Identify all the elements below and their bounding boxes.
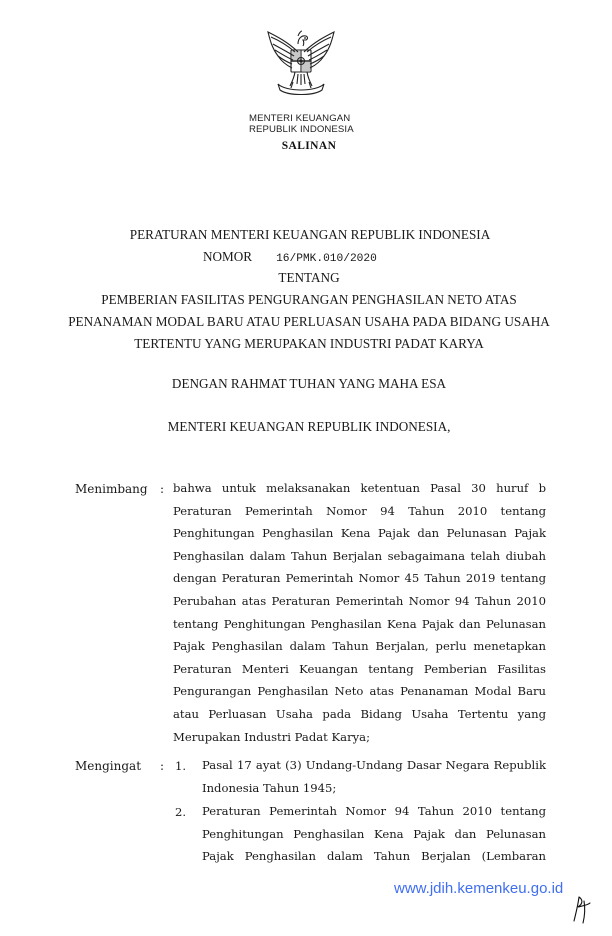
- subject-line-3: TERTENTU YANG MERUPAKAN INDUSTRI PADAT KARYA: [134, 336, 484, 351]
- menimbang-line: dengan Peraturan Pemerintah Nomor 45 Tahun 2019 tentang: [173, 571, 546, 586]
- menimbang-line: Pengurangan Penghasilan Neto atas Penanaman Modal Baru: [173, 684, 546, 699]
- menimbang-line: Penghitungan Penghasilan Kena Pajak dan Pelunasan Pajak: [173, 526, 546, 541]
- menimbang-line: Merupakan Industri Padat Karya;: [173, 729, 370, 744]
- menimbang-line: Penghasilan dalam Tahun Berjalan sebagaimana telah diubah: [173, 548, 546, 563]
- subject-line-1: PEMBERIAN FASILITAS PENGURANGAN PENGHASILAN NETO ATAS: [101, 292, 517, 307]
- mengingat-item-line: Indonesia Tahun 1945;: [202, 780, 337, 795]
- menimbang-line: tentang Penghitungan Penghasilan Kena Pajak dan Pelunasan: [173, 616, 546, 631]
- menimbang-line: Peraturan Menteri Keuangan tentang Pemberian Fasilitas: [173, 661, 546, 676]
- menimbang-line: Perubahan atas Peraturan Pemerintah Nomor 94 Tahun 2010: [173, 593, 546, 608]
- paraf-signature-icon: [570, 893, 594, 925]
- mengingat-item-line: Pasal 17 ayat (3) Undang-Undang Dasar Negara Republik: [202, 758, 546, 772]
- mengingat-item-line: Pajak Penghasilan dalam Tahun Berjalan (Lembaran: [202, 849, 546, 864]
- menimbang-colon: :: [160, 482, 165, 496]
- mengingat-item-1: [202, 754, 546, 799]
- mengingat-item-2: [202, 800, 546, 868]
- ministry-name: [249, 113, 354, 135]
- issuer-line: MENTERI KEUANGAN REPUBLIK INDONESIA,: [167, 419, 451, 434]
- tentang-heading: TENTANG: [278, 270, 340, 285]
- regulation-number: [203, 249, 377, 265]
- menimbang-line: bahwa untuk melaksanakan ketentuan Pasal 30 huruf b: [173, 481, 546, 495]
- mengingat-item-line: Penghitungan Penghasilan Kena Pajak dan Pelunasan: [202, 826, 546, 841]
- ministry-line-1: MENTERI KEUANGAN: [249, 113, 351, 124]
- nomor-label: NOMOR: [203, 249, 253, 264]
- mengingat-colon: :: [160, 759, 165, 773]
- menimbang-line: Pajak Penghasilan dalam Tahun Berjalan, perlu menetapkan: [173, 639, 546, 654]
- mengingat-label: Mengingat: [75, 759, 142, 773]
- mengingat-item-number: 2.: [175, 805, 187, 819]
- garuda-emblem-icon: [262, 22, 340, 102]
- menimbang-paragraph: [173, 477, 546, 748]
- invocation: DENGAN RAHMAT TUHAN YANG MAHA ESA: [171, 376, 447, 391]
- mengingat-item-number: 1.: [175, 759, 187, 773]
- menimbang-line: atau Perluasan Usaha pada Bidang Usaha Tertentu yang: [173, 706, 546, 721]
- nomor-value: 16/PMK.010/2020: [276, 253, 377, 265]
- jdih-website-link[interactable]: www.jdih.kemenkeu.go.id: [394, 880, 564, 897]
- menimbang-line: Peraturan Pemerintah Nomor 94 Tahun 2010 tentang: [173, 503, 546, 518]
- regulation-title: PERATURAN MENTERI KEUANGAN REPUBLIK INDONESIA: [129, 227, 491, 242]
- copy-stamp: SALINAN: [281, 140, 337, 152]
- menimbang-label: Menimbang: [75, 482, 148, 496]
- mengingat-item-line: Peraturan Pemerintah Nomor 94 Tahun 2010 tentang: [202, 804, 546, 818]
- subject-line-2: PENANAMAN MODAL BARU ATAU PERLUASAN USAHA PADA BIDANG USAHA: [68, 314, 550, 329]
- ministry-line-2: REPUBLIK INDONESIA: [249, 124, 354, 135]
